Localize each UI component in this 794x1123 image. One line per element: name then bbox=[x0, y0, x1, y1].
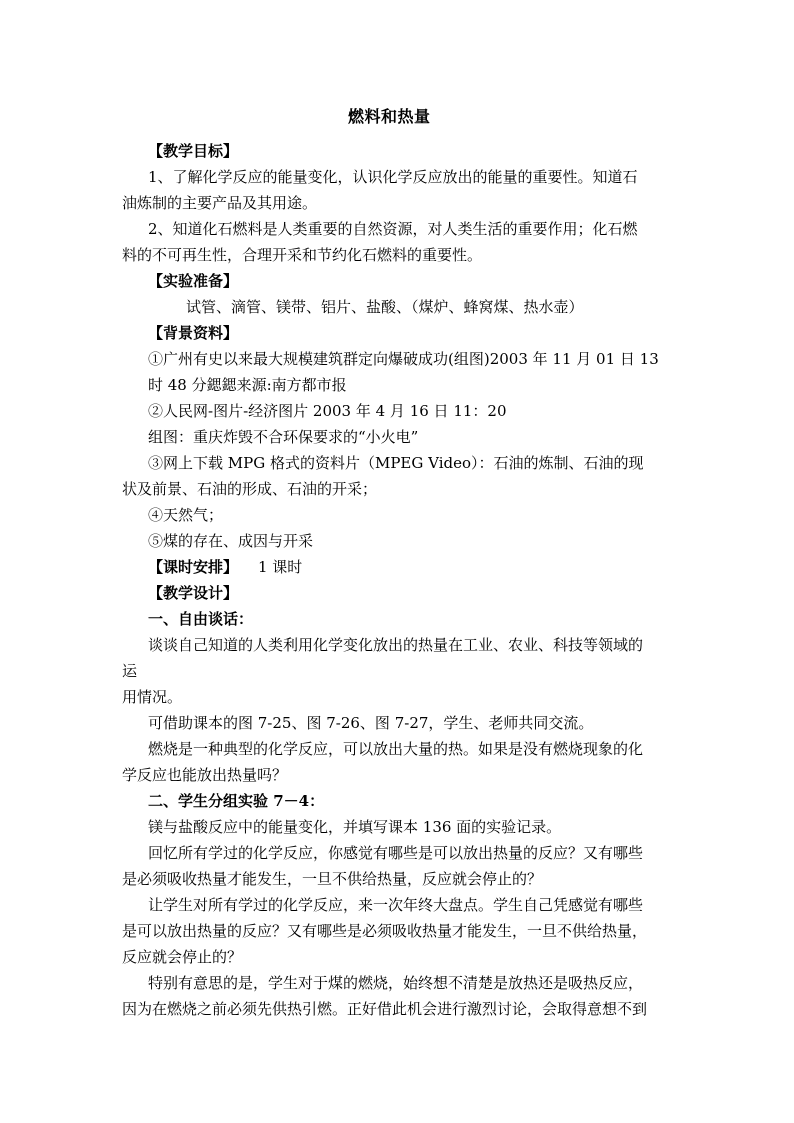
heading-teaching-design: 【教学设计】 bbox=[148, 584, 239, 602]
paragraph-line: 特别有意思的是，学生对于煤的燃烧，始终想不清楚是放热还是吸热反应， bbox=[148, 974, 644, 992]
paragraph-line: 是必须吸收热量才能发生，一旦不供给热量，反应就会停止的？ bbox=[122, 870, 543, 888]
paragraph-line: 是可以放出热量的反应？又有哪些是必须吸收热量才能发生，一旦不供给热量， bbox=[122, 922, 648, 940]
schedule-value: 1 课时 bbox=[258, 558, 303, 576]
paragraph-line: 运 bbox=[122, 662, 138, 680]
paragraph-line: 因为在燃烧之前必须先供热引燃。正好借此机会进行激烈讨论，会取得意想不到 bbox=[122, 1000, 648, 1018]
paragraph-line: 用情况。 bbox=[122, 688, 183, 706]
heading-teaching-goals: 【教学目标】 bbox=[148, 142, 239, 160]
paragraph-line: 2、知道化石燃料是人类重要的自然资源，对人类生活的重要作用；化石燃 bbox=[148, 220, 638, 238]
background-item: ⑤煤的存在、成因与开采 bbox=[148, 532, 314, 550]
paragraph-line: 可借助课本的图 7-25、图 7-26、图 7-27，学生、老师共同交流。 bbox=[148, 714, 594, 732]
paragraph-line: 谈谈自己知道的人类利用化学变化放出的热量在工业、农业、科技等领域的 bbox=[148, 636, 644, 654]
background-item-continued: 组图：重庆炸毁不合环保要求的“小火电” bbox=[148, 428, 419, 446]
heading-experiment-prep: 【实验准备】 bbox=[148, 272, 239, 290]
paragraph-line: 让学生对所有学过的化学反应，来一次年终大盘点。学生自己凭感觉有哪些 bbox=[148, 896, 644, 914]
paragraph-line: 回忆所有学过的化学反应，你感觉有哪些是可以放出热量的反应？又有哪些 bbox=[148, 844, 644, 862]
paragraph-line: 1、了解化学反应的能量变化，认识化学反应放出的能量的重要性。知道石 bbox=[148, 168, 638, 186]
background-item: ①广州有史以来最大规模建筑群定向爆破成功(组图)2003 年 11 月 01 日 13 bbox=[148, 350, 659, 368]
background-item: ②人民网-图片-经济图片 2003 年 4 月 16 日 11：20 bbox=[148, 402, 507, 420]
heading-schedule: 【课时安排】 bbox=[148, 558, 239, 576]
paragraph-line: 学反应也能放出热量吗？ bbox=[122, 766, 288, 784]
paragraph-line: 燃烧是一种典型的化学反应，可以放出大量的热。如果是没有燃烧现象的化 bbox=[148, 740, 644, 758]
section-heading-free-talk: 一、自由谈话： bbox=[148, 610, 254, 628]
section-heading-group-experiment: 二、学生分组实验 7－4： bbox=[148, 792, 325, 810]
paragraph-line: 料的不可再生性，合理开采和节约化石燃料的重要性。 bbox=[122, 246, 483, 264]
background-item-continued: 时 48 分鍶鍶来源:南方都市报 bbox=[148, 376, 347, 394]
page-title: 燃料和热量 bbox=[348, 107, 431, 126]
materials-line: 试管、滴管、镁带、铝片、盐酸、（煤炉、蜂窝煤、热水壶） bbox=[186, 298, 584, 316]
heading-background: 【背景资料】 bbox=[148, 324, 239, 342]
background-item: ④天然气； bbox=[148, 506, 224, 524]
paragraph-line: 镁与盐酸反应中的能量变化，并填写课本 136 面的实验记录。 bbox=[148, 818, 562, 836]
paragraph-line: 反应就会停止的？ bbox=[122, 948, 243, 966]
background-item-continued: 状及前景、石油的形成、石油的开采； bbox=[122, 480, 378, 498]
background-item: ③网上下载 MPG 格式的资料片（MPEG Video）：石油的炼制、石油的现 bbox=[148, 454, 644, 472]
paragraph-line: 油炼制的主要产品及其用途。 bbox=[122, 194, 318, 212]
